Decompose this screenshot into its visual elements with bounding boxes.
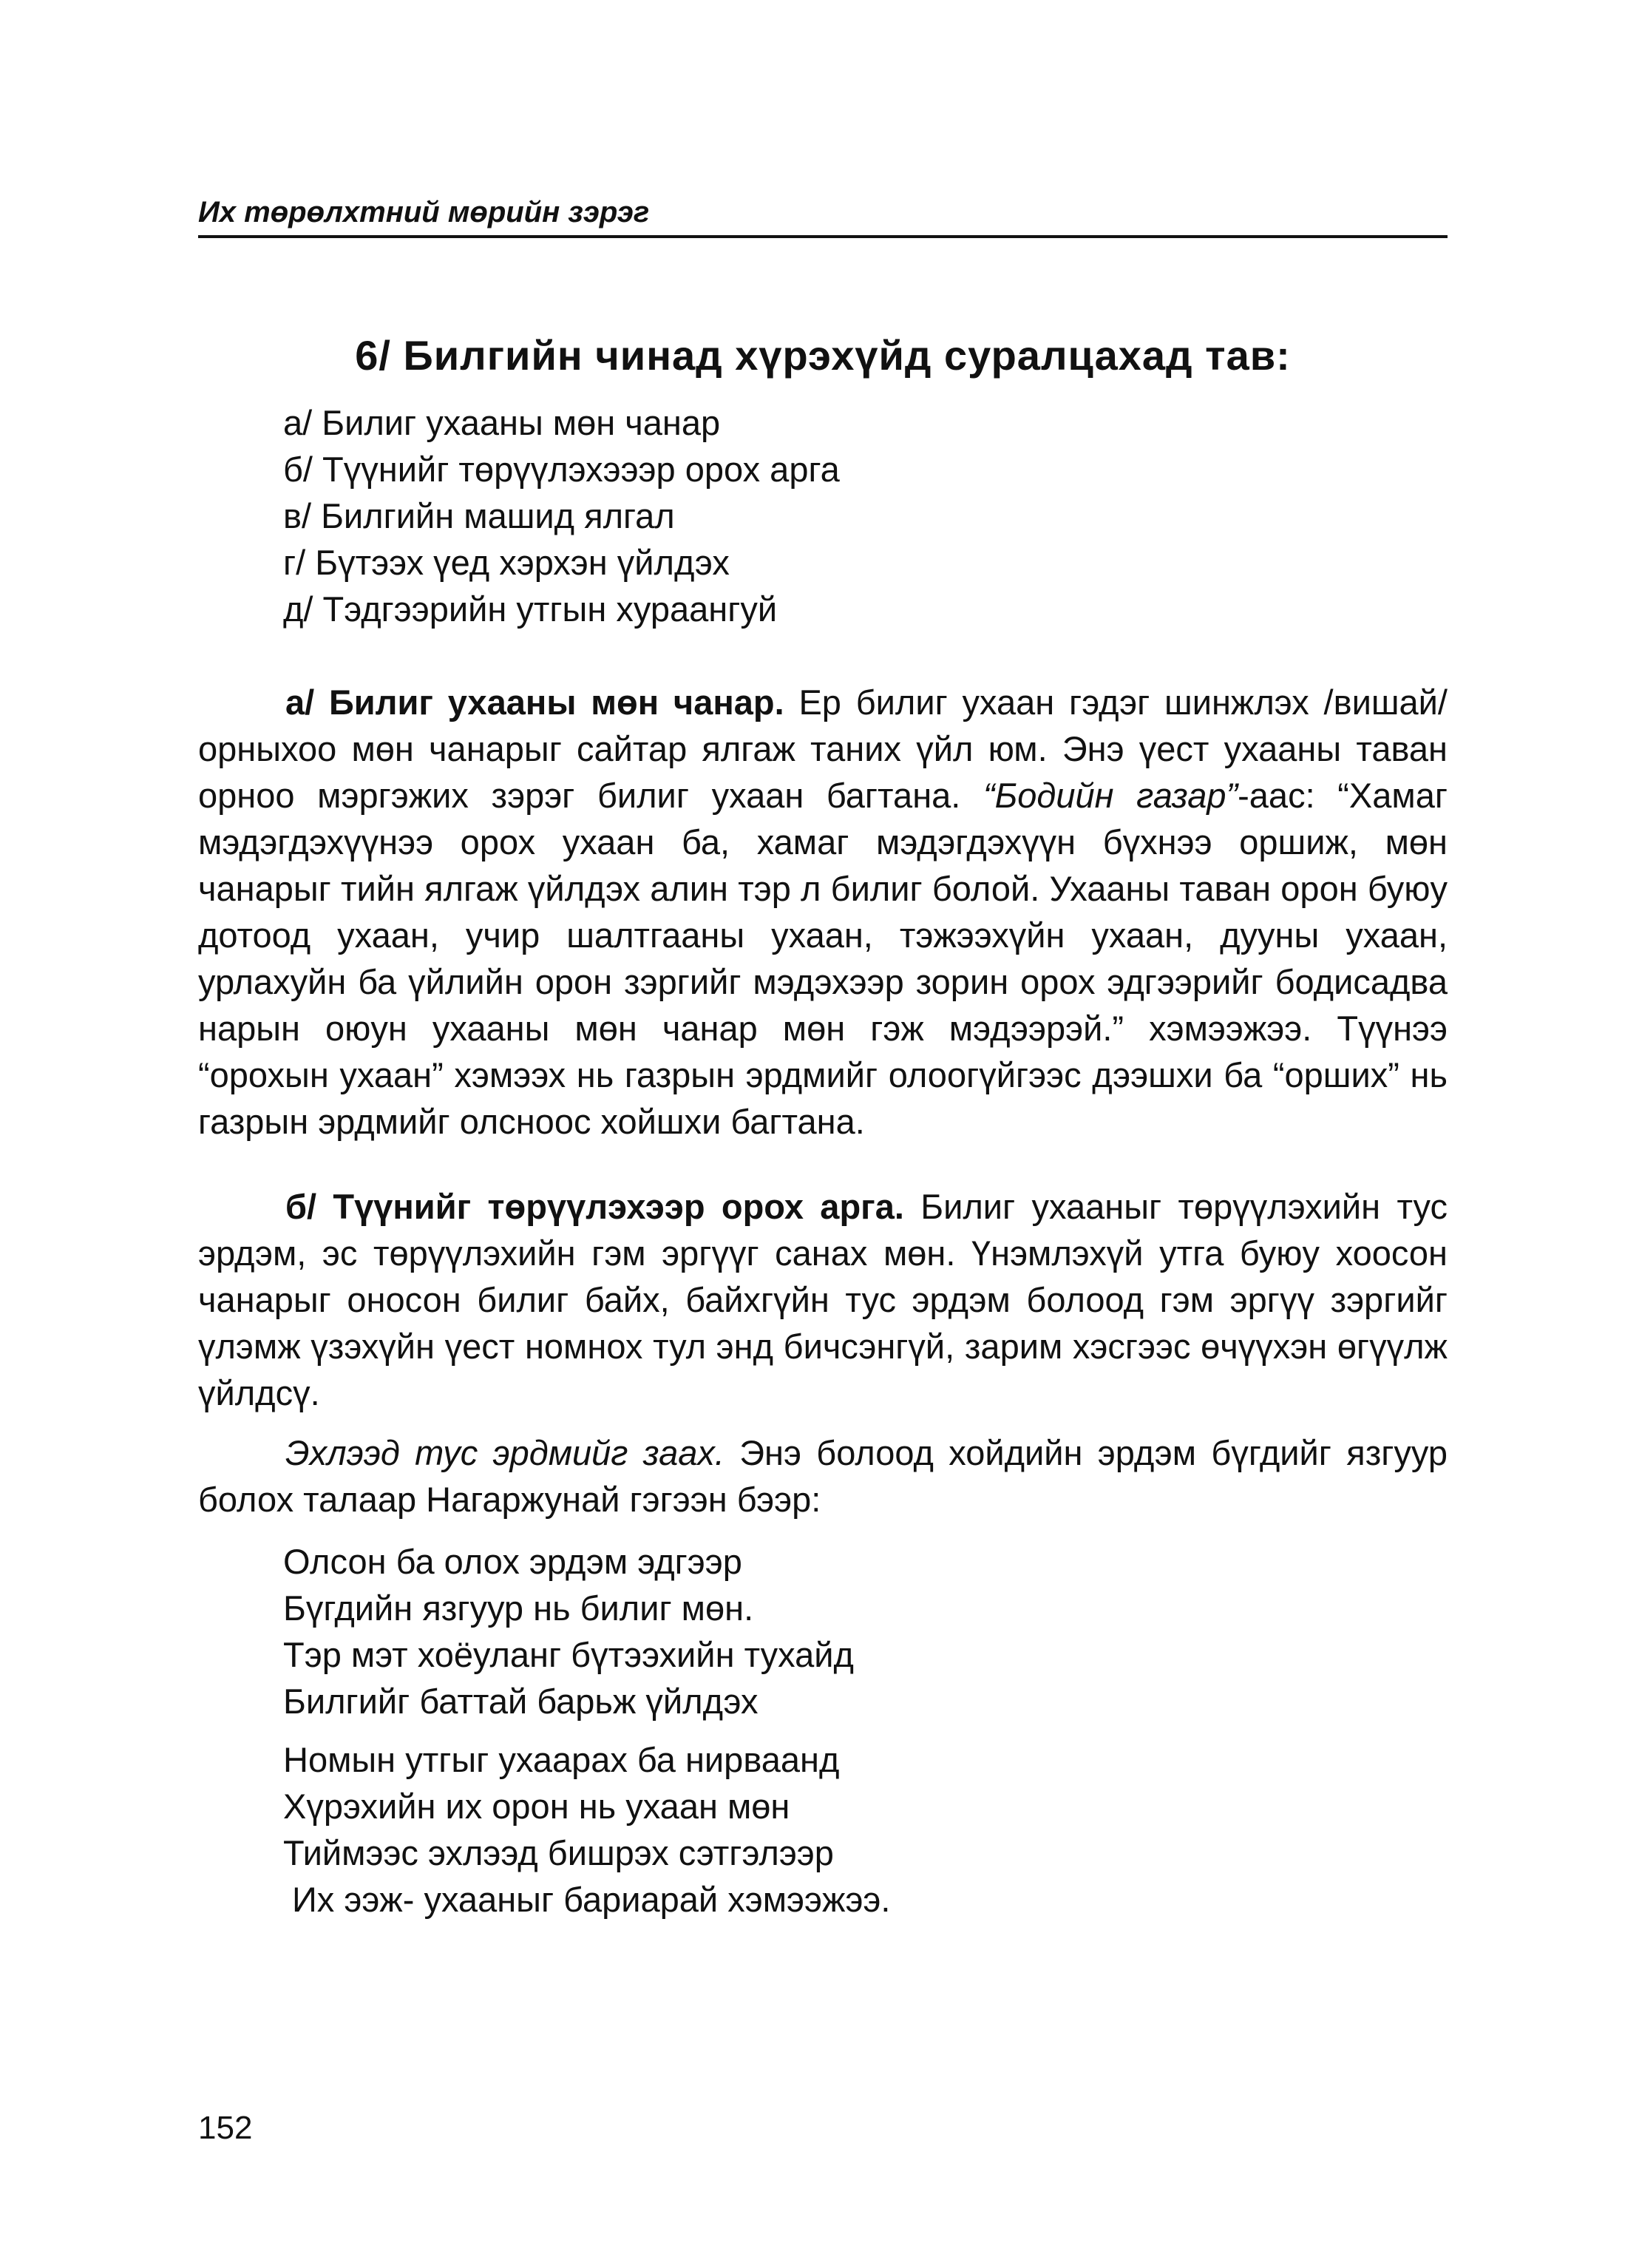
topic-list	[283, 399, 840, 632]
verse-line: Их ээж- ухааныг бариарай хэмээжээ.	[292, 1880, 891, 1919]
paragraph-method	[198, 1183, 1448, 1416]
paragraph-merits	[198, 1429, 1448, 1523]
topic-item: а/ Билиг ухааны мөн чанар	[283, 403, 721, 442]
paragraph-essence	[198, 679, 1448, 1145]
topic-item: в/ Билгийн машид ялгал	[283, 496, 675, 535]
section-heading: 6/ Билгийн чинад хүрэхүйд суралцахад тав:	[355, 331, 1291, 379]
paragraph-essence-lead: а/ Билиг ухааны мөн чанар.	[285, 683, 784, 722]
verse-line: Номын утгыг ухаарах ба нирваанд	[283, 1740, 840, 1779]
source-citation: “Бодийн газар”	[983, 776, 1238, 815]
verse-line: Тэр мэт хоёуланг бүтээхийн тухайд	[283, 1635, 854, 1674]
paragraph-method-lead: б/ Түүнийг төрүүлэхээр орох арга.	[285, 1187, 904, 1226]
paragraph-method-text: Билиг ухааныг төрүүлэхийн тус эрдэм, эс төрүүлэхийн гэм эргүүг санах мөн. Үнэмлэхүй утга буюу хоосон чанарыг оносон билиг байх, байхгүйн тус эрдэм болоод гэм эргүү зэргийг үлэмж үзэхүйн үест номнох тул энд бичсэнгүй, зарим хэсгээс өчүүхэн өгүүлж үйлдсү.	[198, 1187, 1448, 1412]
verse-line: Хүрэхийн их орон нь ухаан мөн	[283, 1787, 790, 1826]
paragraph-merits-lead: Эхлээд тус эрдмийг заах.	[285, 1433, 725, 1472]
paragraph-essence-quote: -аас: “Хамаг мэдэгдэхүүнээ орох ухаан ба, хамаг мэдэгдэхүүн бүхнээ оршиж, мөн чанарыг тийн ялгаж үйлдэх алин тэр л билиг болой. Ухааны таван орон буюу дотоод ухаан, учир шалтгааны ухаан, тэжээхүйн ухаан, дууны ухаан, урлахуйн ба үйлийн орон зэргийг мэдэхээр зорин орох эдгээрийг бодисадва нарын оюун ухааны мөн чанар мөн гэж мэдээрэй.” хэмээжээ. Түүнээ “орохын ухаан” хэмээх нь газрын эрдмийг олоогүйгээс дээшхи ба “орших” нь газрын эрдмийг олсноос хойшхи багтана.	[198, 776, 1448, 1141]
verse-line: Тиймээс эхлээд бишрэх сэтгэлээр	[283, 1833, 834, 1872]
verse-stanza-2	[283, 1736, 890, 1923]
page-number: 152	[198, 2110, 253, 2146]
verse-line: Олсон ба олох эрдэм эдгээр	[283, 1542, 742, 1581]
running-header	[198, 194, 1448, 238]
paragraph-merits-text: Энэ болоод хойдийн эрдэм бүгдийг язгуур болох талаар Нагаржунай гэгээн бээр:	[198, 1433, 1448, 1519]
running-header-title: Их төрөлхтний мөрийн зэрэг	[198, 196, 650, 229]
verse-stanza-1	[283, 1538, 854, 1724]
topic-item: д/ Тэдгээрийн утгын хураангуй	[283, 589, 778, 629]
topic-item: б/ Түүнийг төрүүлэхэээр орох арга	[283, 450, 840, 489]
verse-line: Билгийг баттай барьж үйлдэх	[283, 1682, 759, 1721]
verse-line: Бүгдийн язгуур нь билиг мөн.	[283, 1588, 754, 1628]
paragraph-essence-text: Ер билиг ухаан гэдэг шинжлэх /вишай/ орныхоо мөн чанарыг сайтар ялгаж таних үйл юм. Энэ үест ухааны таван орноо мэргэжих зэрэг билиг ухаан багтана.	[198, 683, 1448, 815]
topic-item: г/ Бүтээх үед хэрхэн үйлдэх	[283, 543, 730, 582]
